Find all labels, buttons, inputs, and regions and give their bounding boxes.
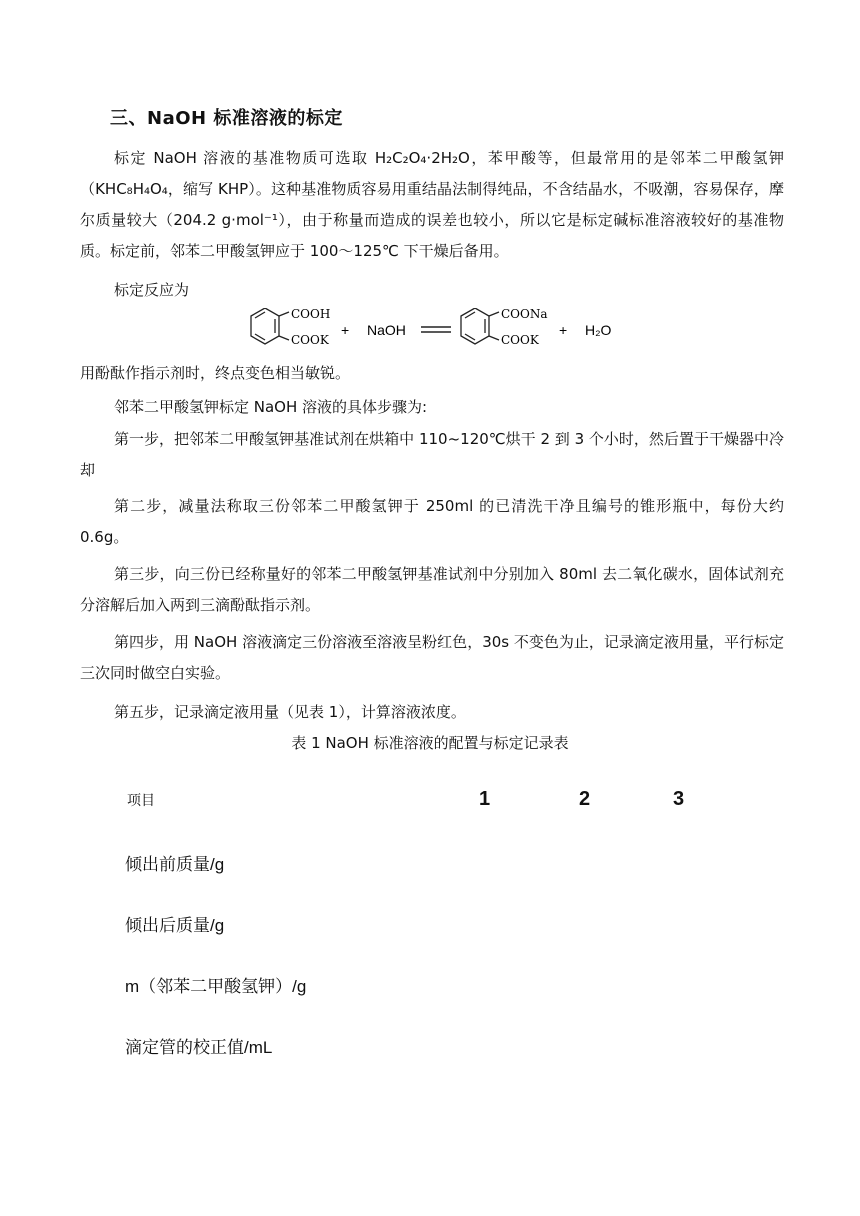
reagent-naoh: NaOH [367,322,406,338]
reaction-diagram [245,308,625,354]
benzene-ring-right [461,308,499,344]
table-header-col-2: 2 [579,788,591,810]
reaction-equation [245,308,625,354]
section-heading: 三、NaOH 标准溶液的标定 [110,108,343,129]
step-2: 第二步，减量法称取三份邻苯二甲酸氢钾于 250ml 的已清洗干净且编号的锥形瓶中，每份大约 0.6g。 [80,497,784,546]
step-5: 第五步，记录滴定液用量（见表 1），计算溶液浓度。 [114,703,466,721]
right-top-group: COONa [501,308,548,321]
left-top-group: COOH [291,308,331,321]
table-row-label: 倾出前质量/g [125,855,225,874]
table-header-col-3: 3 [673,788,685,810]
steps-intro: 邻苯二甲酸氢钾标定 NaOH 溶液的具体步骤为: [114,398,428,416]
table-row-label: m（邻苯二甲酸氢钾）/g [125,977,307,996]
reaction-intro: 标定反应为 [114,281,190,299]
left-bottom-group: COOK [291,333,329,347]
benzene-ring-left [251,308,289,344]
product-water: H₂O [585,322,612,338]
table-row-label: 倾出后质量/g [125,916,225,935]
step-4: 第四步，用 NaOH 溶液滴定三份溶液至溶液呈粉红色，30s 不变色为止，记录滴定液用量，平行标定三次同时做空白实验。 [80,633,784,682]
indicator-note: 用酚酞作指示剂时，终点变色相当敏锐。 [80,364,351,382]
plus-sign-2: + [559,322,568,338]
table-row-label: 滴定管的校正值/mL [125,1038,273,1057]
equals-sign [421,327,451,332]
table-header-item: 项目 [127,793,155,809]
plus-sign-1: + [341,322,350,338]
intro-paragraph: 标定 NaOH 溶液的基准物质可选取 H₂C₂O₄·2H₂O，苯甲酸等，但最常用的是邻苯二甲酸氢钾（KHC₈H₄O₄，缩写 KHP）。这种基准物质容易用重结晶法制得纯品，不含结晶水，不吸潮，容易保存，摩尔质量较大（204.2 g·mol⁻¹），由于称量而造成的误差也较小，所以它是标定碱标准溶液较好的基准物质。标定前，邻苯二甲酸氢钾应于 100～125℃ 下干燥后备用。 [80,149,784,260]
table-header-col-1: 1 [479,788,491,810]
table-caption: 表 1 NaOH 标准溶液的配置与标定记录表 [291,734,569,752]
step-3: 第三步，向三份已经称量好的邻苯二甲酸氢钾基准试剂中分别加入 80ml 去二氧化碳水，固体试剂充分溶解后加入两到三滴酚酞指示剂。 [80,565,784,614]
right-bottom-group: COOK [501,333,539,347]
step-1: 第一步，把邻苯二甲酸氢钾基准试剂在烘箱中 110~120℃烘干 2 到 3 个小时，然后置于干燥器中冷却 [80,430,784,479]
